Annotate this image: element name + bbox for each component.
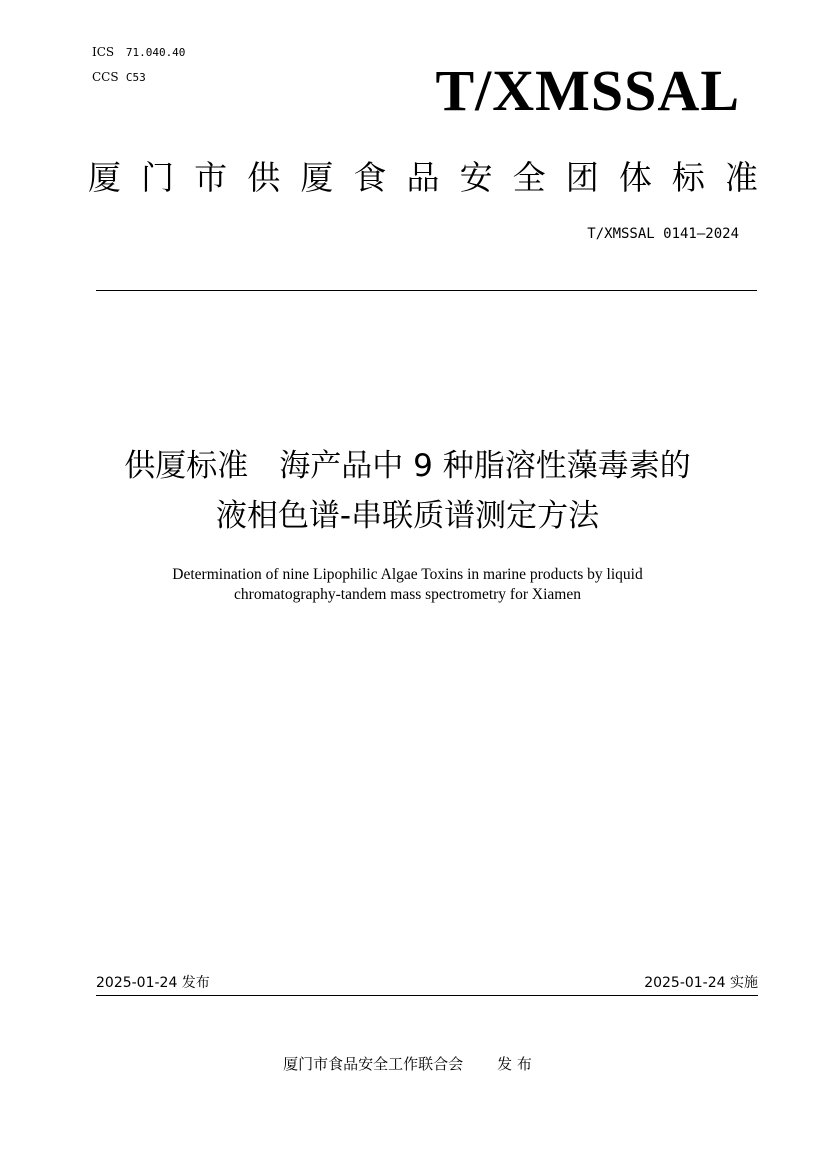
publish-date: 2025-01-24 发布 [96, 975, 210, 991]
classification-codes [92, 40, 185, 90]
standard-number: T/XMSSAL 0141—2024 [587, 226, 739, 242]
chinese-title [60, 441, 755, 541]
implement-date: 2025-01-24 实施 [644, 975, 758, 991]
ccs-row [92, 65, 185, 90]
chinese-title-line-2: 液相色谱-串联质谱测定方法 [215, 498, 600, 534]
issuer-action: 发 布 [497, 1055, 532, 1073]
organization-title: 厦 门 市 供 厦 食 品 安 全 团 体 标 准 [88, 158, 758, 197]
issuer-line [200, 1053, 615, 1075]
ics-label: ICS [92, 45, 115, 59]
chinese-title-line-1: 供厦标准 海产品中 9 种脂溶性藻毒素的 [124, 448, 691, 484]
ccs-code: C53 [125, 71, 146, 84]
ics-code: 71.040.40 [125, 46, 186, 59]
issuer-name: 厦门市食品安全工作联合会 [283, 1055, 464, 1073]
standard-logo: T/XMSSAL [435, 58, 740, 123]
ccs-label: CCS [92, 70, 119, 84]
english-title-line-1: Determination of nine Lipophilic Algae Toxins in marine products by liquid [172, 566, 643, 583]
ics-row [92, 40, 185, 65]
english-title-line-2: chromatography-tandem mass spectrometry for Xiamen [234, 586, 581, 603]
header-divider [96, 290, 757, 291]
english-title [90, 565, 725, 605]
footer-divider [96, 995, 758, 996]
